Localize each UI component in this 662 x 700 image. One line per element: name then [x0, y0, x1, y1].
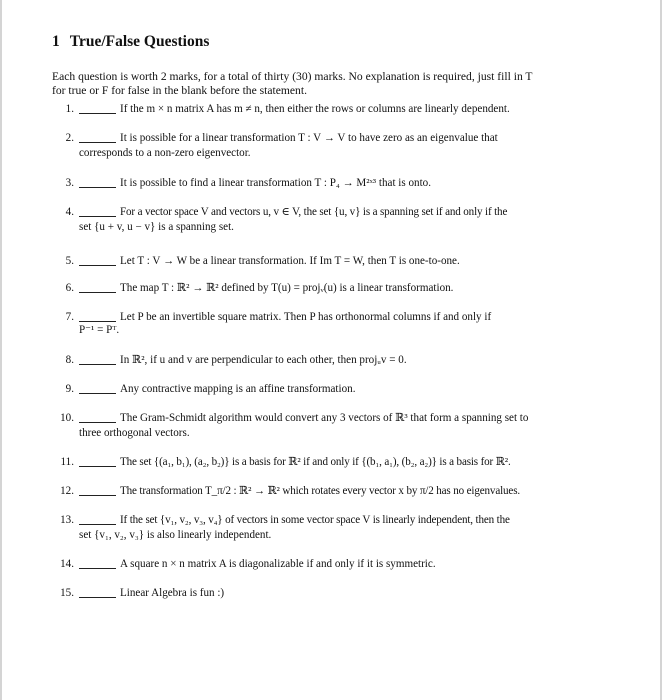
question-number: 11.	[60, 456, 74, 468]
question-number: 14.	[60, 558, 74, 570]
question-text: Any contractive mapping is an affine transformation.	[120, 383, 356, 395]
answer-blank[interactable]	[79, 216, 116, 217]
question-number: 10.	[60, 412, 74, 424]
question-text: If the m × n matrix A has m ≠ n, then either the rows or columns are linearly dependent.	[120, 103, 510, 115]
answer-blank[interactable]	[79, 422, 116, 423]
answer-blank[interactable]	[79, 113, 116, 114]
question-text: For a vector space V and vectors u, v ∈ V, the set {u, v} is a spanning set if and only if the	[120, 206, 508, 218]
answer-blank[interactable]	[79, 597, 116, 598]
section-heading	[52, 33, 209, 51]
answer-blank[interactable]	[79, 187, 116, 188]
question-text: The map T : ℝ² → ℝ² defined by T(u) = projᵥ(u) is a linear transformation.	[120, 282, 454, 294]
question-number: 8.	[65, 354, 74, 366]
question-number: 4.	[65, 206, 74, 218]
answer-blank[interactable]	[79, 393, 116, 394]
question-text-continued: corresponds to a non-zero eigenvector.	[79, 147, 251, 159]
answer-blank[interactable]	[79, 524, 116, 525]
section-title: True/False Questions	[69, 33, 210, 50]
question-number: 12.	[60, 485, 74, 497]
question-number: 9.	[65, 383, 74, 395]
question-number: 5.	[65, 255, 74, 267]
answer-blank[interactable]	[79, 142, 116, 143]
question-text-continued: three orthogonal vectors.	[79, 427, 190, 439]
question-number: 15.	[60, 587, 74, 599]
question-text-continued: set {v₁, v₂, v₃} is also linearly independent.	[79, 529, 272, 541]
question-text: It is possible to find a linear transformation T : P₄ → M²ˣ³ that is onto.	[120, 177, 431, 189]
question-text: If the set {v₁, v₂, v₃, v₄} of vectors in some vector space V is linearly independent, then the	[120, 514, 510, 526]
question-text: In ℝ², if u and v are perpendicular to each other, then projᵤv = 0.	[120, 354, 407, 366]
question-number: 6.	[65, 282, 74, 294]
question-text: Linear Algebra is fun :)	[120, 587, 225, 599]
instructions: Each question is worth 2 marks, for a total of thirty (30) marks. No explanation is required, just fill in T for true or F for false in the blank before the statement.	[52, 70, 533, 97]
answer-blank[interactable]	[79, 568, 116, 569]
question-text-continued: P⁻¹ = Pᵀ.	[79, 324, 120, 336]
question-text: The Gram-Schmidt algorithm would convert any 3 vectors of ℝ³ that form a spanning set to	[120, 412, 529, 424]
question-number: 7.	[65, 311, 74, 323]
question-number: 2.	[65, 132, 74, 144]
answer-blank[interactable]	[79, 495, 116, 496]
question-text-continued: set {u + v, u − v} is a spanning set.	[79, 221, 234, 233]
answer-blank[interactable]	[79, 466, 116, 467]
answer-blank[interactable]	[79, 292, 116, 293]
question-text: It is possible for a linear transformation T : V → V to have zero as an eigenvalue that	[120, 132, 498, 144]
answer-blank[interactable]	[79, 364, 116, 365]
question-text: The set {(a₁, b₁), (a₂, b₂)} is a basis for ℝ² if and only if {(b₁, a₁), (b₂, a₂)} is a basis for ℝ².	[120, 456, 511, 468]
answer-blank[interactable]	[79, 265, 116, 266]
question-text: Let T : V → W be a linear transformation. If Im T = W, then T is one-to-one.	[120, 255, 460, 267]
question-number: 13.	[60, 514, 74, 526]
question-text: The transformation T_π/2 : ℝ² → ℝ² which rotates every vector x by π/2 has no eigenvalues.	[120, 485, 520, 497]
question-number: 3.	[65, 177, 74, 189]
question-text: A square n × n matrix A is diagonalizable if and only if it is symmetric.	[120, 558, 436, 570]
section-number: 1	[52, 33, 60, 50]
question-text: Let P be an invertible square matrix. Then P has orthonormal columns if and only if	[120, 311, 492, 323]
question-number: 1.	[65, 103, 74, 115]
answer-blank[interactable]	[79, 321, 116, 322]
